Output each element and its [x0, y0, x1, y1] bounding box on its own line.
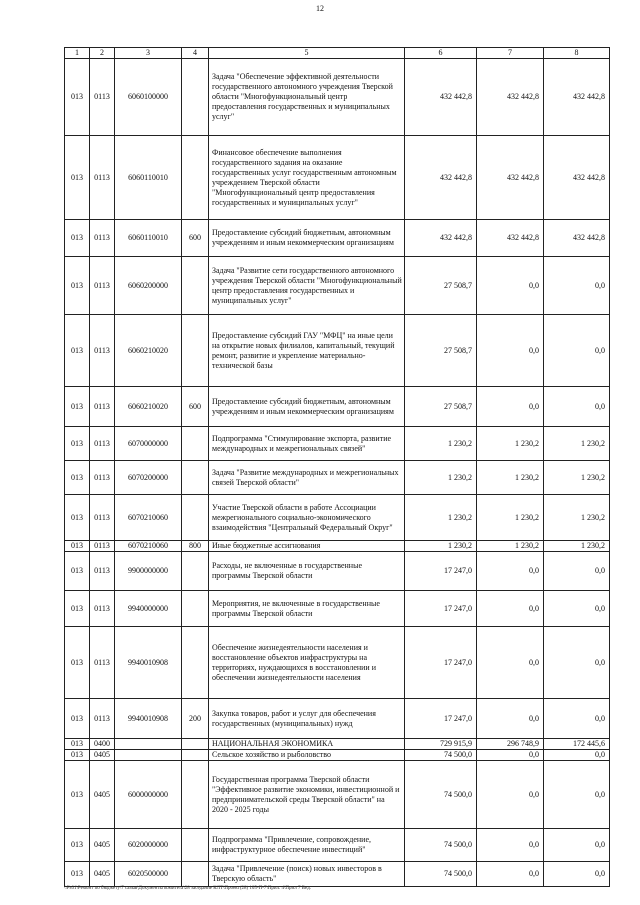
table-row [65, 461, 610, 495]
cell-amount-year3: 0,0 [544, 257, 610, 315]
cell-expense-type: 600 [182, 220, 209, 257]
cell-amount-year3: 432 442,8 [544, 220, 610, 257]
cell-expense-type: 800 [182, 541, 209, 552]
cell-section: 0113 [90, 541, 115, 552]
cell-section: 0400 [90, 739, 115, 750]
cell-expense-type [182, 257, 209, 315]
cell-amount-year1: 17 247,0 [405, 552, 477, 591]
cell-description: Государственная программа Тверской области "Эффективное развитие экономики, инвестиционной и предпринимательской среды Тверской области" на 2020 - 2025 годы [209, 761, 405, 829]
cell-amount-year2: 0,0 [477, 627, 544, 699]
cell-amount-year2: 0,0 [477, 761, 544, 829]
table-row [65, 739, 610, 750]
table-row [65, 427, 610, 461]
cell-description: Подпрограмма "Привлечение, сопровождение, инфраструктурное обеспечение инвестиций" [209, 829, 405, 862]
table-row [65, 257, 610, 315]
cell-expense-type [182, 495, 209, 541]
cell-description: Сельское хозяйство и рыболовство [209, 750, 405, 761]
cell-ministry: 013 [65, 862, 90, 887]
cell-ministry: 013 [65, 315, 90, 387]
cell-section: 0113 [90, 461, 115, 495]
cell-amount-year2: 0,0 [477, 699, 544, 739]
cell-section: 0113 [90, 495, 115, 541]
cell-description: Предоставление субсидий ГАУ "МФЦ" на иные цели на открытие новых филиалов, капитальный, текущий ремонт, развитие и укрепление материально-технической базы [209, 315, 405, 387]
table-row [65, 829, 610, 862]
cell-amount-year1: 432 442,8 [405, 136, 477, 220]
cell-amount-year1: 74 500,0 [405, 750, 477, 761]
cell-description: Иные бюджетные ассигнования [209, 541, 405, 552]
cell-amount-year2: 432 442,8 [477, 136, 544, 220]
cell-description: Предоставление субсидий бюджетным, автономным учреждениям и иным некоммерческим организациям [209, 220, 405, 257]
cell-target-item: 6020500000 [115, 862, 182, 887]
cell-amount-year3: 432 442,8 [544, 59, 610, 136]
table-row [65, 750, 610, 761]
cell-target-item: 6070210060 [115, 495, 182, 541]
cell-amount-year3: 0,0 [544, 627, 610, 699]
col-header: 6 [405, 48, 477, 59]
cell-expense-type [182, 862, 209, 887]
cell-expense-type [182, 627, 209, 699]
cell-expense-type [182, 315, 209, 387]
cell-ministry: 013 [65, 461, 90, 495]
cell-amount-year2: 0,0 [477, 750, 544, 761]
cell-expense-type: 200 [182, 699, 209, 739]
cell-expense-type: 600 [182, 387, 209, 427]
cell-amount-year3: 0,0 [544, 387, 610, 427]
cell-section: 0113 [90, 220, 115, 257]
cell-amount-year2: 0,0 [477, 387, 544, 427]
cell-amount-year3: 1 230,2 [544, 461, 610, 495]
cell-amount-year2: 296 748,9 [477, 739, 544, 750]
cell-description: Участие Тверской области в работе Ассоциации межрегионального социально-экономического взаимодействия "Центральный Федеральный Округ" [209, 495, 405, 541]
cell-target-item: 6060110010 [115, 136, 182, 220]
cell-target-item: 6070200000 [115, 461, 182, 495]
cell-expense-type [182, 427, 209, 461]
cell-description: Финансовое обеспечение выполнения государственного задания на оказание государственных услуг государственным автономным учреждением Тверской области "Многофункциональный центр предоставления государственных и муниципальных услуг" [209, 136, 405, 220]
cell-description: Закупка товаров, работ и услуг для обеспечения государственных (муниципальных) нужд [209, 699, 405, 739]
cell-section: 0113 [90, 699, 115, 739]
cell-expense-type [182, 552, 209, 591]
cell-amount-year1: 27 508,7 [405, 387, 477, 427]
cell-ministry: 013 [65, 495, 90, 541]
cell-ministry: 013 [65, 136, 90, 220]
cell-section: 0113 [90, 59, 115, 136]
cell-section: 0113 [90, 136, 115, 220]
cell-amount-year2: 1 230,2 [477, 461, 544, 495]
cell-amount-year1: 17 247,0 [405, 591, 477, 627]
table-row [65, 591, 610, 627]
col-header: 1 [65, 48, 90, 59]
table-row [65, 862, 610, 887]
cell-amount-year2: 0,0 [477, 591, 544, 627]
cell-amount-year3: 1 230,2 [544, 427, 610, 461]
table-row [65, 136, 610, 220]
cell-ministry: 013 [65, 591, 90, 627]
cell-amount-year1: 27 508,7 [405, 315, 477, 387]
col-header: 8 [544, 48, 610, 59]
cell-ministry: 013 [65, 541, 90, 552]
cell-ministry: 013 [65, 829, 90, 862]
cell-amount-year3: 1 230,2 [544, 495, 610, 541]
cell-target-item: 9940010908 [115, 627, 182, 699]
cell-amount-year3: 0,0 [544, 750, 610, 761]
cell-expense-type [182, 591, 209, 627]
cell-target-item: 6060110010 [115, 220, 182, 257]
cell-amount-year2: 1 230,2 [477, 541, 544, 552]
cell-target-item: 6000000000 [115, 761, 182, 829]
cell-expense-type [182, 59, 209, 136]
cell-target-item: 6060210020 [115, 315, 182, 387]
table-row [65, 541, 610, 552]
cell-amount-year1: 1 230,2 [405, 461, 477, 495]
table-row [65, 315, 610, 387]
table-row [65, 59, 610, 136]
cell-ministry: 013 [65, 552, 90, 591]
cell-amount-year2: 0,0 [477, 862, 544, 887]
cell-amount-year2: 0,0 [477, 552, 544, 591]
cell-ministry: 013 [65, 387, 90, 427]
table-row [65, 387, 610, 427]
cell-section: 0405 [90, 862, 115, 887]
cell-amount-year3: 0,0 [544, 699, 610, 739]
cell-ministry: 013 [65, 59, 90, 136]
cell-amount-year2: 432 442,8 [477, 220, 544, 257]
cell-amount-year1: 729 915,9 [405, 739, 477, 750]
col-header: 5 [209, 48, 405, 59]
cell-amount-year3: 0,0 [544, 591, 610, 627]
cell-amount-year2: 0,0 [477, 315, 544, 387]
cell-amount-year3: 172 445,6 [544, 739, 610, 750]
cell-target-item: 9900000000 [115, 552, 182, 591]
cell-amount-year1: 1 230,2 [405, 495, 477, 541]
cell-amount-year2: 1 230,2 [477, 427, 544, 461]
cell-description: Задача "Развитие сети государственного автономного учреждения Тверской области "Многофункциональный центр предоставления государственных и муниципальных услуг" [209, 257, 405, 315]
cell-expense-type [182, 750, 209, 761]
cell-section: 0405 [90, 750, 115, 761]
cell-target-item: 9940010908 [115, 699, 182, 739]
cell-description: Обеспечение жизнедеятельности населения и восстановление объектов инфраструктуры на территориях, нуждающихся в восстановлении и обеспечении жизнедеятельности населения [209, 627, 405, 699]
cell-description: Расходы, не включенные в государственные программы Тверской области [209, 552, 405, 591]
cell-amount-year3: 0,0 [544, 552, 610, 591]
cell-amount-year3: 1 230,2 [544, 541, 610, 552]
cell-amount-year2: 432 442,8 [477, 59, 544, 136]
cell-section: 0113 [90, 387, 115, 427]
cell-ministry: 013 [65, 699, 90, 739]
table-row [65, 627, 610, 699]
table-row [65, 761, 610, 829]
table-row [65, 552, 610, 591]
cell-ministry: 013 [65, 750, 90, 761]
table-row [65, 699, 610, 739]
cell-target-item: 6060210020 [115, 387, 182, 427]
cell-target-item: 9940000000 [115, 591, 182, 627]
table-row [65, 220, 610, 257]
cell-amount-year1: 17 247,0 [405, 699, 477, 739]
cell-ministry: 013 [65, 257, 90, 315]
cell-expense-type [182, 136, 209, 220]
cell-description: НАЦИОНАЛЬНАЯ ЭКОНОМИКА [209, 739, 405, 750]
cell-amount-year1: 1 230,2 [405, 541, 477, 552]
cell-amount-year1: 27 508,7 [405, 257, 477, 315]
cell-section: 0113 [90, 315, 115, 387]
cell-target-item: 6020000000 [115, 829, 182, 862]
page-number: 12 [316, 4, 324, 13]
cell-amount-year1: 1 230,2 [405, 427, 477, 461]
cell-amount-year2: 1 230,2 [477, 495, 544, 541]
budget-table [64, 47, 610, 887]
cell-section: 0113 [90, 552, 115, 591]
cell-amount-year1: 74 500,0 [405, 761, 477, 829]
col-header: 7 [477, 48, 544, 59]
cell-ministry: 013 [65, 220, 90, 257]
cell-expense-type [182, 461, 209, 495]
header-row [65, 48, 610, 59]
cell-amount-year2: 0,0 [477, 257, 544, 315]
cell-description: Задача "Привлечение (поиск) новых инвесторов в Тверскую область" [209, 862, 405, 887]
cell-target-item: 6070210060 [115, 541, 182, 552]
cell-expense-type [182, 829, 209, 862]
cell-amount-year1: 74 500,0 [405, 829, 477, 862]
cell-section: 0113 [90, 427, 115, 461]
cell-section: 0113 [90, 591, 115, 627]
cell-ministry: 013 [65, 761, 90, 829]
cell-description: Подпрограмма "Стимулирование экспорта, развитие международных и межрегиональных связей" [209, 427, 405, 461]
col-header: 4 [182, 48, 209, 59]
cell-target-item: 6060100000 [115, 59, 182, 136]
cell-description: Предоставление субсидий бюджетным, автономным учреждениям и иным некоммерческим организациям [209, 387, 405, 427]
cell-amount-year3: 0,0 [544, 761, 610, 829]
cell-target-item [115, 750, 182, 761]
cell-amount-year3: 0,0 [544, 829, 610, 862]
cell-ministry: 013 [65, 627, 90, 699]
cell-target-item: 6060200000 [115, 257, 182, 315]
cell-amount-year1: 432 442,8 [405, 59, 477, 136]
cell-target-item [115, 739, 182, 750]
table-row [65, 495, 610, 541]
cell-amount-year3: 432 442,8 [544, 136, 610, 220]
cell-target-item: 6070000000 [115, 427, 182, 461]
col-header: 2 [90, 48, 115, 59]
cell-amount-year1: 432 442,8 [405, 220, 477, 257]
cell-section: 0405 [90, 761, 115, 829]
cell-amount-year1: 74 500,0 [405, 862, 477, 887]
cell-ministry: 013 [65, 739, 90, 750]
cell-expense-type [182, 761, 209, 829]
cell-description: Задача "Обеспечение эффективной деятельности государственного автономного учреждения Тверской области "Многофункциональный центр предоставления государственных и муниципальных услуг" [209, 59, 405, 136]
cell-section: 0113 [90, 627, 115, 699]
cell-ministry: 013 [65, 427, 90, 461]
cell-amount-year3: 0,0 [544, 862, 610, 887]
col-header: 3 [115, 48, 182, 59]
cell-description: Задача "Развитие международных и межрегиональных связей Тверской области" [209, 461, 405, 495]
cell-amount-year3: 0,0 [544, 315, 610, 387]
footer-file-path: \\Fs01\Ремонт по бюджету\7 сазыв\Документы комитета\28 заседание КЛТ\Проект(28) 105-П-7\Прил. 4\Прил 7 Вед. [64, 886, 311, 891]
cell-amount-year2: 0,0 [477, 829, 544, 862]
cell-amount-year1: 17 247,0 [405, 627, 477, 699]
cell-expense-type [182, 739, 209, 750]
cell-section: 0113 [90, 257, 115, 315]
cell-section: 0405 [90, 829, 115, 862]
cell-description: Мероприятия, не включенные в государственные программы Тверской области [209, 591, 405, 627]
